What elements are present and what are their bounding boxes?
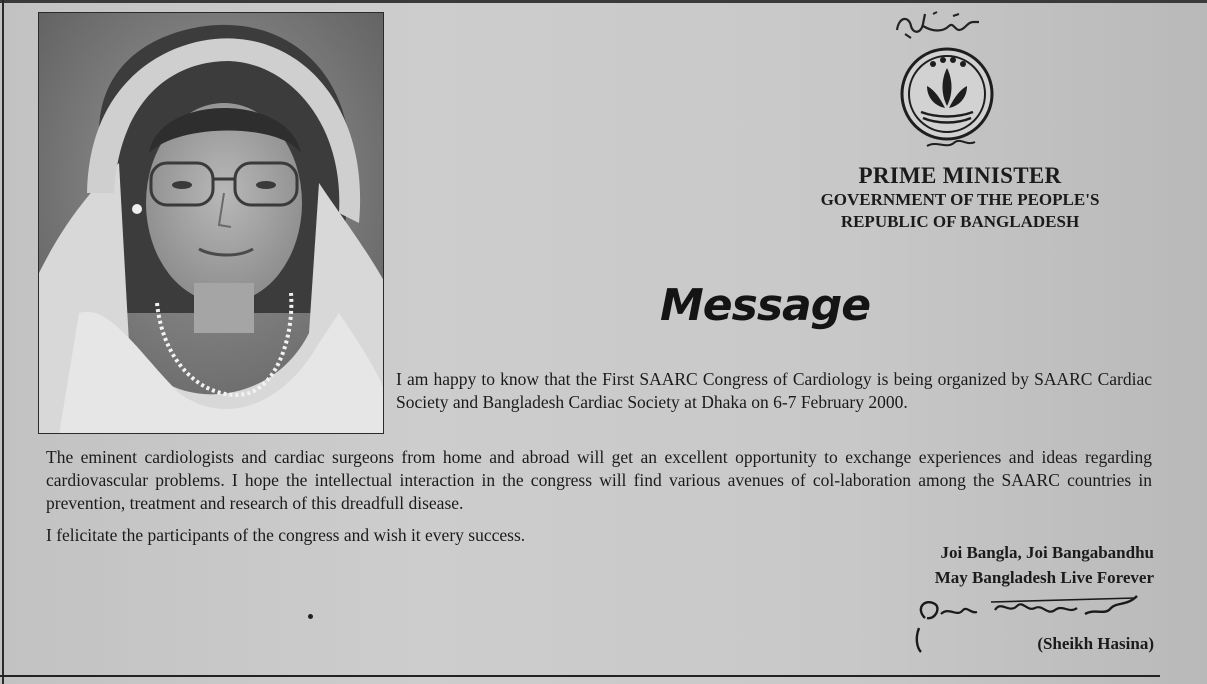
government-emblem bbox=[897, 46, 1001, 156]
government-line-2: REPUBLIC OF BANGLADESH bbox=[840, 212, 1080, 231]
message-paragraph-1: I am happy to know that the First SAARC Congress of Cardiology is being organized by SAARC Cardiac Society and Bangladesh Cardiac Society at Dhaka on 6-7 February 2000. bbox=[396, 369, 1152, 412]
signatory-name: (Sheikh Hasina) bbox=[1037, 634, 1154, 653]
message-paragraph-3: I felicitate the participants of the congress and wish it every success. bbox=[46, 525, 526, 545]
message-heading: Message bbox=[660, 280, 871, 331]
government-line-1: GOVERNMENT OF THE PEOPLE'S bbox=[820, 190, 1100, 209]
office-header bbox=[760, 162, 1160, 233]
ink-speck bbox=[308, 614, 313, 619]
bottom-rule bbox=[0, 675, 1160, 677]
slogan-2: May Bangladesh Live Forever bbox=[934, 568, 1154, 587]
message-paragraph-2: The eminent cardiologists and cardiac surgeons from home and abroad will get an excellent opportunity to exchange experiences and ideas regarding cardiovascular problems. I hope the intellectual interaction in the congress will find various avenues of col-laboration among the SAARC countries in prevention, treatment and research of this dreadfull disease. bbox=[46, 447, 1152, 513]
portrait-photo bbox=[38, 12, 384, 434]
office-title: PRIME MINISTER bbox=[858, 163, 1062, 188]
closing-slogans bbox=[840, 540, 1154, 590]
bismillah-calligraphy bbox=[893, 4, 983, 44]
top-rule bbox=[0, 0, 1207, 3]
slogan-1: Joi Bangla, Joi Bangabandhu bbox=[940, 543, 1154, 562]
left-rule bbox=[2, 0, 4, 684]
